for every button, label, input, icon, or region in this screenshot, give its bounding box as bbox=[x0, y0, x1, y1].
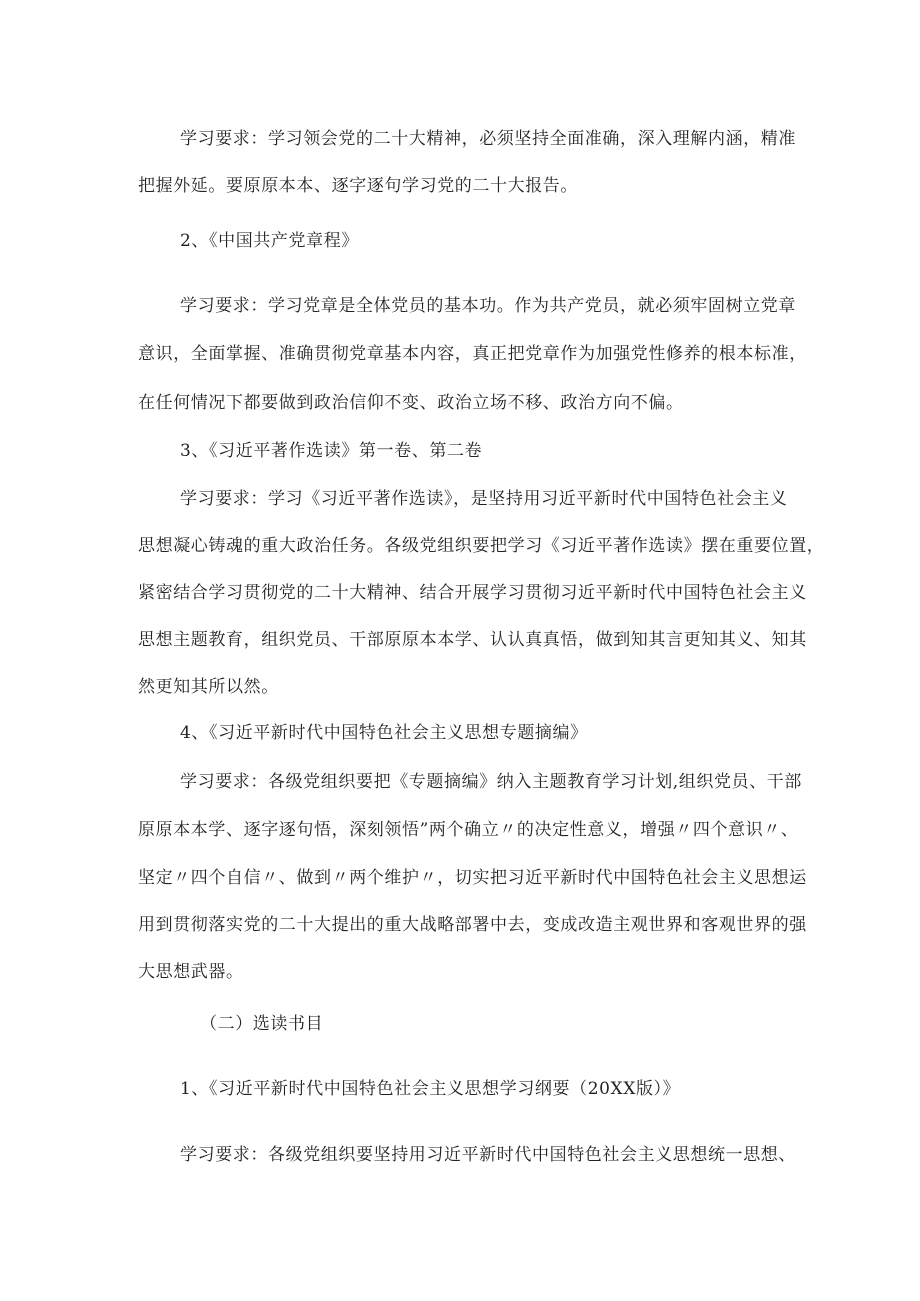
paragraph-line: 学习要求：各级党组织要把《专题摘编》纳入主题教育学习计划,组织党员、干部 bbox=[180, 772, 803, 792]
paragraph-line: 意识，全面掌握、准确贯彻党章基本内容，真正把党章作为加强党性修养的根本标准， bbox=[138, 344, 807, 364]
paragraph-line: 用到贯彻落实党的二十大提出的重大战略部署中去，变成改造主观世界和客观世界的强 bbox=[138, 915, 807, 935]
paragraph-line: 思想主题教育，组织党员、干部原原本本学、认认真真悟，做到知其言更知其义、知其 bbox=[138, 630, 807, 650]
paragraph-line: 在任何情况下都要做到政治信仰不变、政治立场不移、政治方向不偏。 bbox=[138, 393, 684, 413]
paragraph-line: 紧密结合学习贯彻党的二十大精神、结合开展学习贯彻习近平新时代中国特色社会主义 bbox=[138, 583, 807, 603]
subsection-heading: （二）选读书目 bbox=[200, 1014, 324, 1034]
paragraph-line: 然更知其所以然。 bbox=[138, 677, 279, 697]
section-heading: 4、《习近平新时代中国特色社会主义思想专题摘编》 bbox=[180, 723, 588, 743]
paragraph-line: 坚定〃四个自信〃、做到〃两个维护〃，切实把习近平新时代中国特色社会主义思想运 bbox=[138, 868, 807, 888]
paragraph-line: 学习要求：学习党章是全体党员的基本功。作为共产党员，就必须牢固树立党章 bbox=[180, 296, 796, 316]
paragraph-line: 把握外延。要原原本本、逐字逐句学习党的二十大报告。 bbox=[138, 176, 578, 196]
paragraph-line: 原原本本学、逐字逐句悟，深刻领悟”两个确立〃的决定性意义，增强〃四个意识〃、 bbox=[138, 820, 799, 840]
paragraph-line: 学习要求：学习领会党的二十大精神，必须坚持全面准确，深入理解内涵，精准 bbox=[180, 129, 796, 149]
section-heading: 1、《习近平新时代中国特色社会主义思想学习纲要（20XX版）》 bbox=[180, 1079, 681, 1099]
paragraph-line: 大思想武器。 bbox=[138, 962, 244, 982]
paragraph-line: 思想凝心铸魂的重大政治任务。各级党组织要把学习《习近平著作选读》摆在重要位置， bbox=[138, 536, 825, 556]
paragraph-line: 学习要求：学习《习近平著作选读》，是坚持用习近平新时代中国特色社会主义 bbox=[180, 489, 788, 509]
section-heading: 3、《习近平著作选读》第一卷、第二卷 bbox=[180, 441, 483, 461]
section-heading: 2、《中国共产党章程》 bbox=[180, 231, 359, 251]
paragraph-line: 学习要求：各级党组织要坚持用习近平新时代中国特色社会主义思想统一思想、 bbox=[180, 1145, 796, 1165]
